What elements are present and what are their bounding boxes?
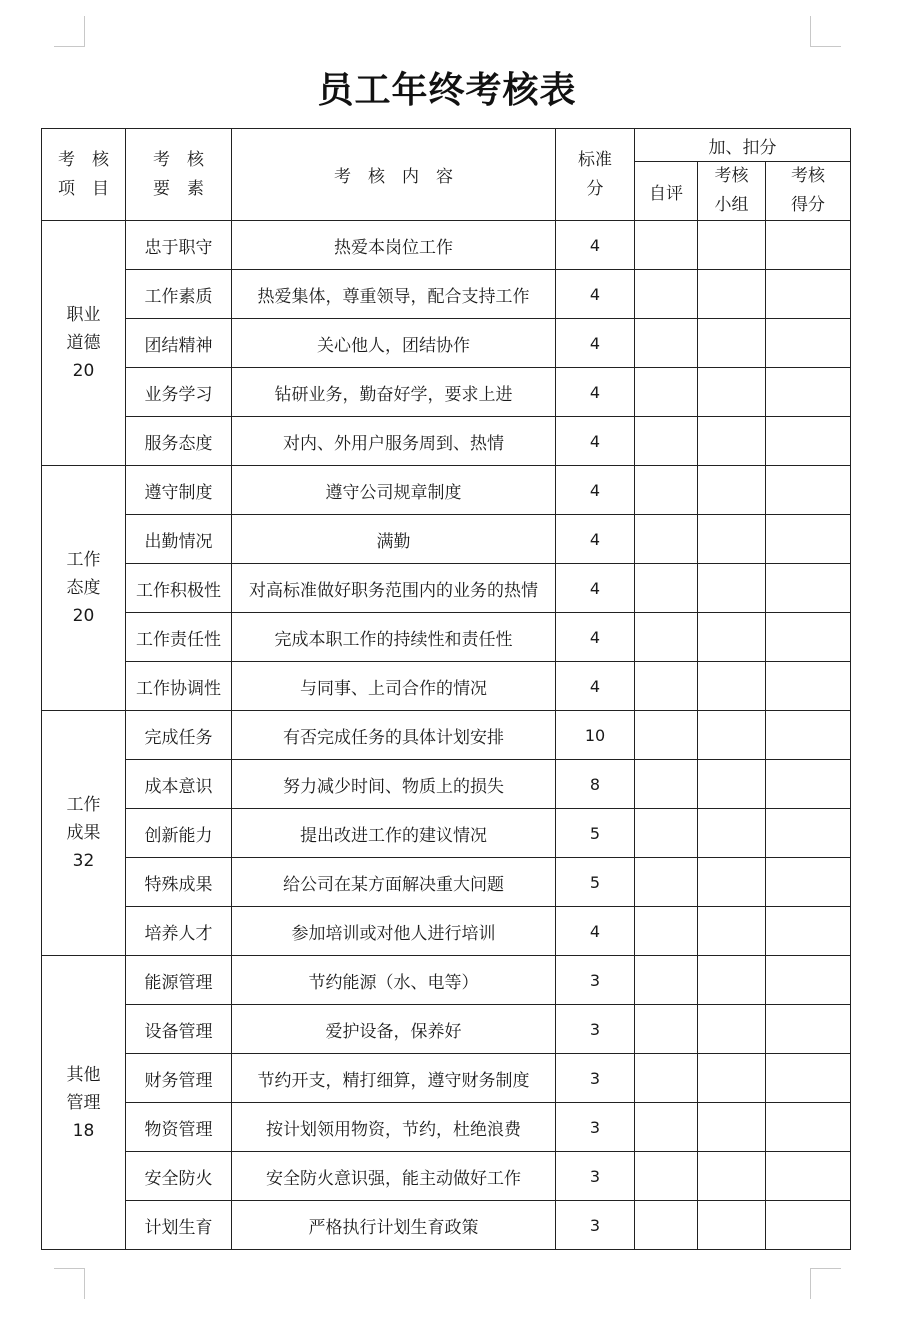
category-cell [42,956,126,1250]
header-group-line: 小组 [714,195,749,215]
review-group-cell[interactable] [698,564,766,613]
content-cell: 严格执行计划生育政策 [232,1201,556,1250]
header-factor-line: 要 素 [153,178,204,199]
content-cell: 爱护设备，保养好 [232,1005,556,1054]
content-cell: 参加培训或对他人进行培训 [232,907,556,956]
standard-score-cell: 4 [556,368,635,417]
category-cell [42,221,126,466]
review-group-cell[interactable] [698,270,766,319]
standard-score-cell: 3 [556,1054,635,1103]
review-group-cell[interactable] [698,858,766,907]
self-eval-cell[interactable] [635,809,698,858]
self-eval-cell[interactable] [635,466,698,515]
factor-cell: 遵守制度 [126,466,232,515]
review-group-cell[interactable] [698,1103,766,1152]
review-group-cell[interactable] [698,1054,766,1103]
category-line: 成果 [66,823,101,843]
factor-cell: 团结精神 [126,319,232,368]
content-cell: 热爱集体，尊重领导，配合支持工作 [232,270,556,319]
factor-cell: 特殊成果 [126,858,232,907]
factor-cell: 工作积极性 [126,564,232,613]
document-title: 员工年终考核表 [317,70,577,111]
table-row [42,564,851,613]
self-eval-cell[interactable] [635,417,698,466]
standard-score-cell: 5 [556,858,635,907]
category-line: 工作 [66,550,101,570]
header-project-line: 考 核 [58,149,109,170]
header-self-eval: 自评 [635,162,698,221]
final-score-cell[interactable] [766,417,851,466]
header-project-line: 项 目 [58,178,109,199]
standard-score-cell: 8 [556,760,635,809]
factor-cell: 物资管理 [126,1103,232,1152]
self-eval-cell[interactable] [635,368,698,417]
table-row [42,319,851,368]
review-group-cell[interactable] [698,711,766,760]
content-cell: 对高标准做好职务范围内的业务的热情 [232,564,556,613]
table-row [42,907,851,956]
factor-cell: 忠于职守 [126,221,232,270]
standard-score-cell: 3 [556,1201,635,1250]
page-corner-mark [810,16,841,47]
factor-cell: 业务学习 [126,368,232,417]
category-cell [42,711,126,956]
content-cell: 节约开支，精打细算，遵守财务制度 [232,1054,556,1103]
header-project [42,129,126,221]
self-eval-cell[interactable] [635,1103,698,1152]
standard-score-cell: 4 [556,270,635,319]
header-final-score [766,162,851,221]
table-row [42,760,851,809]
content-cell: 对内、外用户服务周到、热情 [232,417,556,466]
final-score-cell[interactable] [766,809,851,858]
content-cell: 热爱本岗位工作 [232,221,556,270]
self-eval-cell[interactable] [635,270,698,319]
self-eval-cell[interactable] [635,564,698,613]
page-corner-mark [810,1268,841,1299]
self-eval-cell[interactable] [635,1201,698,1250]
final-score-cell[interactable] [766,907,851,956]
content-cell: 安全防火意识强，能主动做好工作 [232,1152,556,1201]
content-cell: 与同事、上司合作的情况 [232,662,556,711]
review-group-cell[interactable] [698,1152,766,1201]
standard-score-cell: 4 [556,515,635,564]
standard-score-cell: 4 [556,417,635,466]
category-line: 32 [72,851,95,871]
self-eval-cell[interactable] [635,221,698,270]
self-eval-cell[interactable] [635,1152,698,1201]
header-group-line: 考核 [714,166,749,186]
final-score-cell[interactable] [766,564,851,613]
review-group-cell[interactable] [698,1005,766,1054]
table-row [42,417,851,466]
table-row [42,711,851,760]
review-group-cell[interactable] [698,613,766,662]
factor-cell: 服务态度 [126,417,232,466]
assessment-rows [42,221,851,1250]
self-eval-cell[interactable] [635,760,698,809]
final-score-cell[interactable] [766,1054,851,1103]
final-score-cell[interactable] [766,368,851,417]
factor-cell: 工作素质 [126,270,232,319]
category-line: 管理 [66,1092,101,1113]
header-final-line: 考核 [791,166,825,186]
final-score-cell[interactable] [766,221,851,270]
category-line: 道德 [66,333,101,353]
assessment-table [41,128,851,1250]
review-group-cell[interactable] [698,515,766,564]
table-row [42,809,851,858]
factor-cell: 设备管理 [126,1005,232,1054]
final-score-cell[interactable] [766,270,851,319]
factor-cell: 工作责任性 [126,613,232,662]
table-row [42,270,851,319]
standard-score-cell: 4 [556,319,635,368]
content-cell: 遵守公司规章制度 [232,466,556,515]
factor-cell: 工作协调性 [126,662,232,711]
category-line: 态度 [66,578,101,598]
review-group-cell[interactable] [698,956,766,1005]
table-row [42,1103,851,1152]
table-row [42,662,851,711]
header-standard-line: 分 [586,178,604,199]
final-score-cell[interactable] [766,956,851,1005]
content-cell: 努力减少时间、物质上的损失 [232,760,556,809]
review-group-cell[interactable] [698,417,766,466]
self-eval-cell[interactable] [635,662,698,711]
header-review-group [698,162,766,221]
final-score-cell[interactable] [766,858,851,907]
table-row [42,858,851,907]
content-cell: 钻研业务，勤奋好学，要求上进 [232,368,556,417]
factor-cell: 财务管理 [126,1054,232,1103]
final-score-cell[interactable] [766,711,851,760]
table-row [42,1054,851,1103]
page-corner-mark [54,16,85,47]
content-cell: 有否完成任务的具体计划安排 [232,711,556,760]
table-row [42,515,851,564]
self-eval-cell[interactable] [635,515,698,564]
review-group-cell[interactable] [698,221,766,270]
self-eval-cell[interactable] [635,907,698,956]
content-cell: 提出改进工作的建议情况 [232,809,556,858]
final-score-cell[interactable] [766,319,851,368]
review-group-cell[interactable] [698,760,766,809]
header-adjust-score: 加、扣分 [635,129,851,162]
table-row [42,1201,851,1250]
standard-score-cell: 3 [556,956,635,1005]
table-row [42,1152,851,1201]
factor-cell: 出勤情况 [126,515,232,564]
final-score-cell[interactable] [766,613,851,662]
self-eval-cell[interactable] [635,613,698,662]
category-line: 20 [72,606,95,626]
standard-score-cell: 4 [556,466,635,515]
final-score-cell[interactable] [766,1005,851,1054]
standard-score-cell: 4 [556,564,635,613]
self-eval-cell[interactable] [635,956,698,1005]
header-content: 考 核 内 容 [232,129,556,221]
header-factor-line: 考 核 [153,149,204,170]
content-cell: 给公司在某方面解决重大问题 [232,858,556,907]
review-group-cell[interactable] [698,1201,766,1250]
table-row [42,368,851,417]
category-line: 工作 [66,795,101,815]
factor-cell: 成本意识 [126,760,232,809]
table-row [42,1005,851,1054]
self-eval-cell[interactable] [635,1054,698,1103]
review-group-cell[interactable] [698,907,766,956]
review-group-cell[interactable] [698,319,766,368]
final-score-cell[interactable] [766,515,851,564]
category-line: 20 [72,361,95,381]
standard-score-cell: 10 [556,711,635,760]
self-eval-cell[interactable] [635,711,698,760]
category-line: 职业 [66,305,101,325]
final-score-cell[interactable] [766,760,851,809]
factor-cell: 创新能力 [126,809,232,858]
table-row [42,466,851,515]
standard-score-cell: 3 [556,1103,635,1152]
final-score-cell[interactable] [766,466,851,515]
self-eval-cell[interactable] [635,858,698,907]
content-cell: 关心他人，团结协作 [232,319,556,368]
header-standard-score [556,129,635,221]
standard-score-cell: 3 [556,1005,635,1054]
header-final-line: 得分 [791,195,825,215]
table-row [42,613,851,662]
table-row [42,956,851,1005]
standard-score-cell: 4 [556,662,635,711]
category-line: 18 [72,1120,95,1141]
category-line: 其他 [66,1064,101,1085]
table-row [42,221,851,270]
standard-score-cell: 4 [556,221,635,270]
factor-cell: 安全防火 [126,1152,232,1201]
review-group-cell[interactable] [698,466,766,515]
factor-cell: 培养人才 [126,907,232,956]
final-score-cell[interactable] [766,1152,851,1201]
factor-cell: 计划生育 [126,1201,232,1250]
standard-score-cell: 5 [556,809,635,858]
self-eval-cell[interactable] [635,1005,698,1054]
factor-cell: 能源管理 [126,956,232,1005]
content-cell: 节约能源（水、电等） [232,956,556,1005]
standard-score-cell: 3 [556,1152,635,1201]
factor-cell: 完成任务 [126,711,232,760]
final-score-cell[interactable] [766,662,851,711]
header-factor [126,129,232,221]
review-group-cell[interactable] [698,662,766,711]
header-standard-line: 标准 [578,149,612,170]
content-cell: 按计划领用物资，节约，杜绝浪费 [232,1103,556,1152]
review-group-cell[interactable] [698,809,766,858]
review-group-cell[interactable] [698,368,766,417]
page-corner-mark [54,1268,85,1299]
content-cell: 满勤 [232,515,556,564]
standard-score-cell: 4 [556,907,635,956]
final-score-cell[interactable] [766,1201,851,1250]
standard-score-cell: 4 [556,613,635,662]
category-cell [42,466,126,711]
content-cell: 完成本职工作的持续性和责任性 [232,613,556,662]
final-score-cell[interactable] [766,1103,851,1152]
self-eval-cell[interactable] [635,319,698,368]
